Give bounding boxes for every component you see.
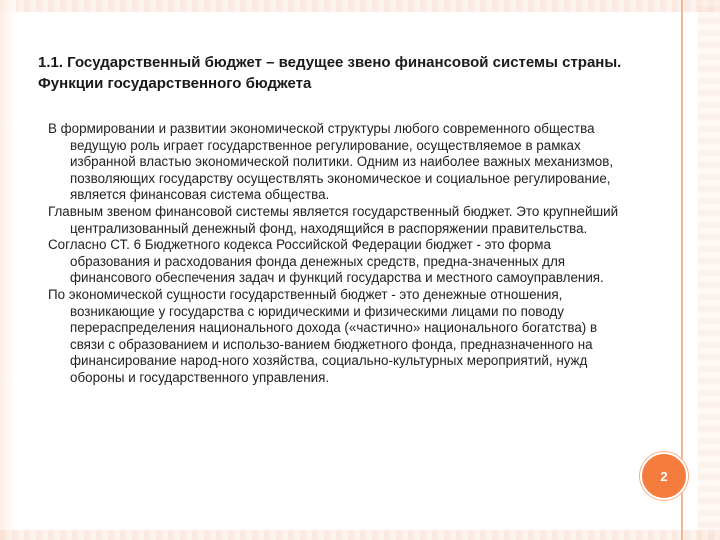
decorative-frame-left <box>0 0 16 540</box>
slide-body <box>48 121 630 387</box>
slide-title: 1.1. Государственный бюджет – ведущее звено финансовой системы страны. Функции государственного бюджета <box>38 54 622 92</box>
paragraph-2: Главным звеном финансовой системы является государственный бюджет. Это крупнейший централизованный денежный фонд, находящийся в распоряжении правительства. <box>48 203 619 236</box>
decorative-frame-bottom <box>0 530 720 540</box>
paragraph-3: Согласно СТ. 6 Бюджетного кодекса Российской Федерации бюджет - это форма образования и расходования фонда денежных средств, предна-значенных для финансового обеспечения задач и функций государства и местного самоуправления. <box>48 237 604 286</box>
page-number-badge: 2 <box>640 452 688 500</box>
decorative-frame-right <box>698 0 720 540</box>
decorative-frame-top <box>0 0 720 12</box>
paragraph-4: По экономической сущности государственный бюджет - это денежные отношения, возникающие у государства с юридическими и физическими лицами по поводу перераспределения национального дохода («частично» национального богатства) в связи с образованием и использо-ванием бюджетного фонда, предназначенного на финансирование народ-ного хозяйства, социально-культурных мероприятий, нужд обороны и государственного управления. <box>48 286 598 385</box>
paragraph-1: В формировании и развитии экономической структуры любого современного общества ведущую роль играет государственное регулирование, осуществляемое в рамках избранной властью экономической политики. Одним из наиболее важных механизмов, позволяющих государству осуществлять экономическое и социальное регулирование, является финансовая система общества. <box>48 121 614 203</box>
